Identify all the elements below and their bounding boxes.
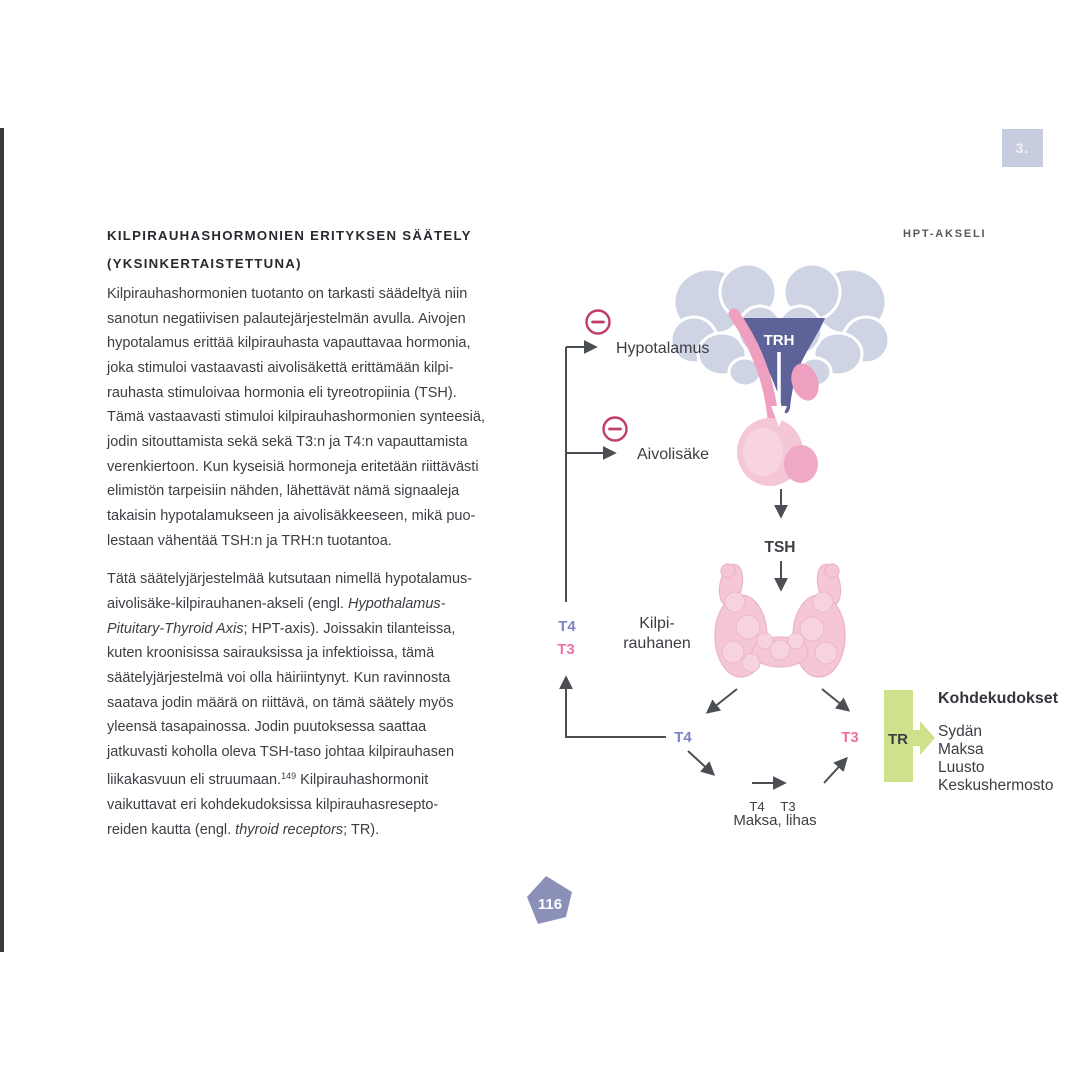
thyroid-label-line2: rauhanen — [623, 635, 691, 652]
target-tissue-item: Maksa — [938, 741, 984, 758]
text-segment: joka stimuloi vastaavasti aivolisäkettä erittämään kilpi- — [107, 359, 454, 376]
chapter-number: 3. — [1015, 140, 1030, 156]
text-segment: liikakasvuun eli struumaan. — [107, 772, 282, 789]
text-segment: hypotalamus erittää kilpirauhasta vapauttavaa hormonia, — [107, 335, 471, 352]
negative-feedback-icon — [604, 418, 627, 441]
text-segment: Kilpirauhashormonien tuotanto on tarkasti säädeltyä niin — [107, 286, 468, 302]
text-line — [107, 617, 509, 642]
chapter-tab — [1002, 129, 1043, 167]
text-segment: säätelyjärjestelmä voi olla häiriintynyt. Kun ravinnosta — [107, 669, 451, 686]
text-line — [107, 818, 509, 843]
paragraph — [107, 282, 509, 553]
hpt-diagram — [500, 250, 1080, 940]
target-tissues-list — [938, 690, 1059, 794]
text-segment: rauhasta stimuloivaa hormonia eli tyreotropiinia (TSH). — [107, 384, 457, 401]
text-segment: Tämä vastaavasti stimuloi kilpirauhashormonien synteesiä, — [107, 409, 485, 426]
text-line — [107, 666, 509, 691]
text-line — [107, 331, 509, 356]
t4-label: T4 — [674, 729, 692, 746]
body-text — [107, 282, 509, 842]
arrow-t4-to-liver — [688, 751, 713, 774]
heading-line-1: KILPIRAUHASHORMONIEN ERITYKSEN SÄÄTELY — [107, 228, 472, 243]
feedback-return-arrow — [566, 678, 666, 737]
page-edge-bar — [0, 128, 4, 952]
text-segment: aivolisäke-kilpirauhanen-akseli (engl. — [107, 595, 348, 612]
text-line — [107, 307, 509, 332]
text-line — [107, 430, 509, 455]
text-segment: Kilpirauhashormonit — [296, 772, 429, 789]
t4-feedback-label: T4 — [558, 618, 576, 635]
article-heading — [107, 222, 509, 278]
text-segment: reiden kautta (engl. — [107, 821, 236, 838]
text-segment: Tätä säätelyjärjestelmää kutsutaan nimellä hypotalamus- — [107, 571, 473, 588]
text-line — [107, 356, 509, 381]
hypothalamus-label: Hypotalamus — [616, 340, 710, 357]
t3-small-label: T3 — [780, 799, 796, 814]
heading-line-2: (YKSINKERTAISTETTUNA) — [107, 256, 302, 271]
footnote-reference: 149 — [281, 771, 297, 782]
text-segment: ; HPT-axis). Joissakin tilanteissa, — [243, 620, 456, 637]
text-segment: Pituitary-Thyroid Axis — [107, 620, 244, 637]
tsh-label: TSH — [764, 539, 796, 556]
text-segment: jatkuvasti koholla oleva TSH-taso johtaa kilpirauhasen — [107, 743, 455, 760]
target-tissue-item: Keskushermosto — [938, 777, 1054, 794]
text-segment: saatava jodin määrä on riittävä, on tämä säätely myös — [107, 694, 454, 711]
text-segment: vaikuttavat eri kohdekudoksissa kilpirauhasresepto- — [107, 797, 439, 814]
text-line — [107, 740, 509, 765]
text-segment: elimistön tarpeisiin nähden, lähettävät nämä signaaleja — [107, 483, 460, 500]
text-segment: verenkiertoon. Kun kyseisiä hormoneja eritetään riittävästi — [107, 458, 479, 475]
target-tissue-item: Sydän — [938, 723, 982, 740]
text-line — [107, 715, 509, 740]
text-segment: thyroid receptors — [235, 821, 344, 838]
text-segment: lestaan vähentää TSH:n ja TRH:n tuotantoa. — [107, 532, 392, 549]
target-tissues-title: Kohdekudokset — [938, 690, 1059, 707]
text-line — [107, 381, 509, 406]
text-line — [107, 282, 509, 307]
text-segment: kuten kroonisissa sairauksissa ja infektioissa, tämä — [107, 645, 435, 662]
t3-feedback-label: T3 — [557, 641, 575, 658]
pituitary-label: Aivolisäke — [637, 446, 710, 463]
diagram-title: HPT-AKSELI — [903, 228, 987, 240]
text-line — [107, 405, 509, 430]
arrow-thyroid-to-t3 — [822, 689, 848, 710]
text-line — [107, 592, 509, 617]
text-line — [107, 529, 509, 554]
text-segment: sanotun negatiivisen palautejärjestelmän avulla. Aivojen — [107, 310, 466, 327]
negative-feedback-icon — [587, 311, 610, 334]
conversion-caption: Maksa, lihas — [733, 812, 817, 829]
flow-arrows — [566, 347, 848, 783]
tr-arrow-icon — [911, 721, 935, 755]
page-number: 116 — [537, 896, 563, 913]
text-line — [107, 455, 509, 480]
thyroid-label-line1: Kilpi- — [639, 615, 675, 632]
t3-label: T3 — [841, 729, 859, 746]
text-line — [107, 479, 509, 504]
text-line — [107, 567, 509, 592]
text-line — [107, 691, 509, 716]
page-number-badge — [527, 876, 572, 924]
text-segment: yleensä tasapainossa. Jodin puutoksessa saattaa — [107, 719, 427, 736]
tr-receptor-box — [884, 690, 935, 782]
text-segment: takaisin hypotalamukseen ja aivolisäkkeeseen, mikä puo- — [107, 507, 476, 524]
paragraph — [107, 567, 509, 842]
trh-label: TRH — [763, 332, 795, 349]
text-line — [107, 641, 509, 666]
article-column — [107, 222, 509, 842]
arrow-thyroid-to-t4 — [708, 689, 737, 712]
text-line — [107, 764, 509, 793]
tr-label: TR — [888, 731, 908, 748]
t4-small-label: T4 — [749, 799, 765, 814]
text-line — [107, 504, 509, 529]
text-segment: jodin sitouttamista sekä sekä T3:n ja T4:n vapauttamista — [107, 433, 468, 450]
text-segment: ; TR). — [343, 821, 380, 838]
text-segment: Hypothalamus- — [348, 595, 446, 612]
arrow-liver-to-t3 — [824, 759, 846, 783]
target-tissue-item: Luusto — [938, 759, 985, 776]
text-line — [107, 793, 509, 818]
